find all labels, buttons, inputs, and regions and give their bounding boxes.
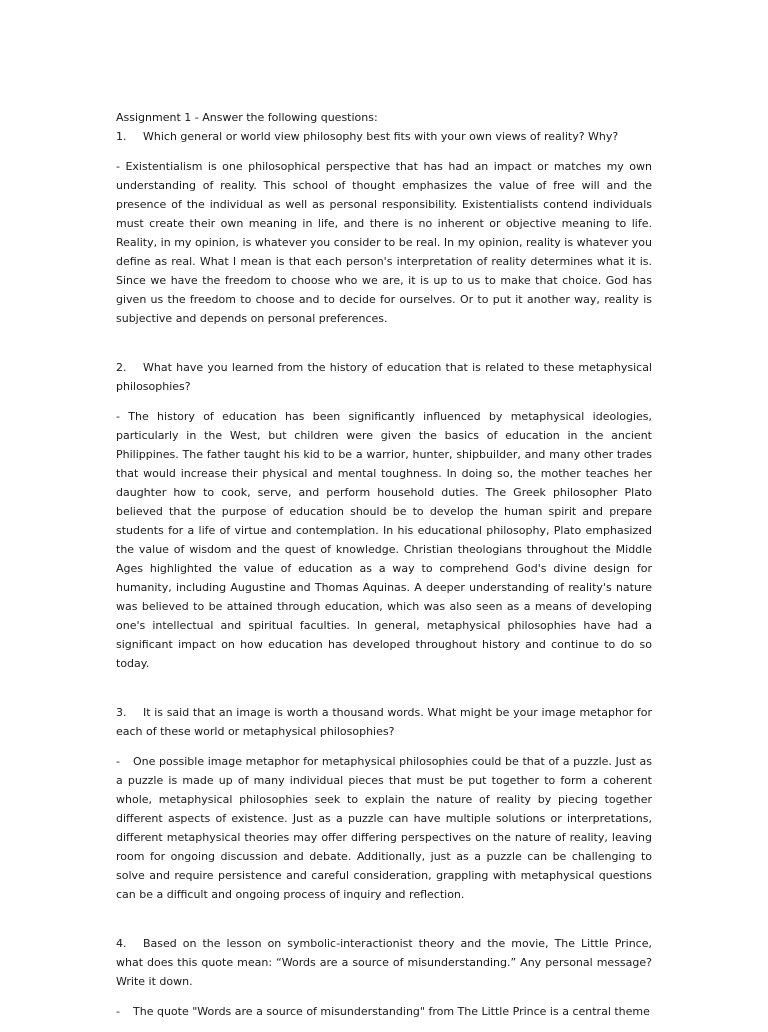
question-3-text: It is said that an image is worth a thousand words. What might be your image metaphor for each of these world or metaphysical philosophies? (116, 706, 652, 738)
answer-1 (116, 157, 652, 328)
question-1-number: 1. (116, 130, 127, 143)
question-4 (116, 934, 652, 991)
question-3-number: 3. (116, 706, 127, 719)
answer-1-text: Existentialism is one philosophical perspective that has had an impact or matches my own understanding of reality. This school of thought emphasizes the value of free will and the presence of the individual as well as personal responsibility. Existentialists contend individuals must create their own meaning in life, and there is no inherent or objective meaning to life. Reality, in my opinion, is whatever you consider to be real. In my opinion, reality is whatever you define as real. What I mean is that each person's interpretation of reality determines what it is. Since we have the freedom to choose who we are, it is up to us to make that choice. God has given us the freedom to choose and to decide for ourselves. Or to put it another way, reality is subjective and depends on personal preferences. (116, 160, 652, 325)
answer-2 (116, 407, 652, 673)
question-4-number: 4. (116, 937, 127, 950)
answer-1-marker: - (116, 160, 120, 173)
question-2-text: What have you learned from the history of education that is related to these metaphysical philosophies? (116, 361, 652, 393)
question-2-number: 2. (116, 361, 127, 374)
answer-3-marker: - (116, 755, 120, 768)
answer-4-text: The quote "Words are a source of misunderstanding" from The Little Prince is a central theme (133, 1005, 650, 1018)
answer-2-text: The history of education has been significantly influenced by metaphysical ideologies, particularly in the West, but children were given the basics of education in the ancient Philippines. The father taught his kid to be a warrior, hunter, shipbuilder, and many other trades that would increase their physical and mental toughness. In doing so, the mother teaches her daughter how to cook, serve, and perform household duties. The Greek philosopher Plato believed that the purpose of education should be to develop the human spirit and prepare students for a life of virtue and contemplation. In his educational philosophy, Plato emphasized the value of wisdom and the quest of knowledge. Christian theologians throughout the Middle Ages highlighted the value of education as a way to comprehend God's divine design for humanity, including Augustine and Thomas Aquinas. A deeper understanding of reality's nature was believed to be attained through education, which was also seen as a means of developing one's intellectual and spiritual faculties. In general, metaphysical philosophies have had a significant impact on how education has developed throughout history and continue to do so today. (116, 410, 653, 670)
document-page (116, 108, 652, 1032)
answer-4 (116, 1002, 652, 1021)
question-1-text: Which general or world view philosophy best fits with your own views of reality? Why? (143, 130, 619, 143)
answer-3 (116, 752, 652, 904)
assignment-title: Assignment 1 - Answer the following questions: (116, 111, 378, 124)
answer-3-text: One possible image metaphor for metaphysical philosophies could be that of a puzzle. Just as a puzzle is made up of many individual pieces that must be put together to form a coherent whole, metaphysical philosophies seek to explain the nature of reality by piecing together different aspects of existence. Just as a puzzle can have multiple solutions or interpretations, different metaphysical theories may offer differing perspectives on the nature of reality, leaving room for ongoing discussion and debate. Additionally, just as a puzzle can be challenging to solve and require persistence and careful consideration, grappling with metaphysical questions can be a difficult and ongoing process of inquiry and reflection. (116, 755, 652, 901)
question-2 (116, 358, 652, 396)
question-4-text: Based on the lesson on symbolic-interactionist theory and the movie, The Little Prince, what does this quote mean: “Words are a source of misunderstanding.” Any personal message? Write it down. (116, 937, 652, 988)
answer-2-marker: - (116, 410, 120, 423)
answer-4-marker: - (116, 1005, 120, 1018)
question-1 (116, 127, 652, 146)
question-3 (116, 703, 652, 741)
